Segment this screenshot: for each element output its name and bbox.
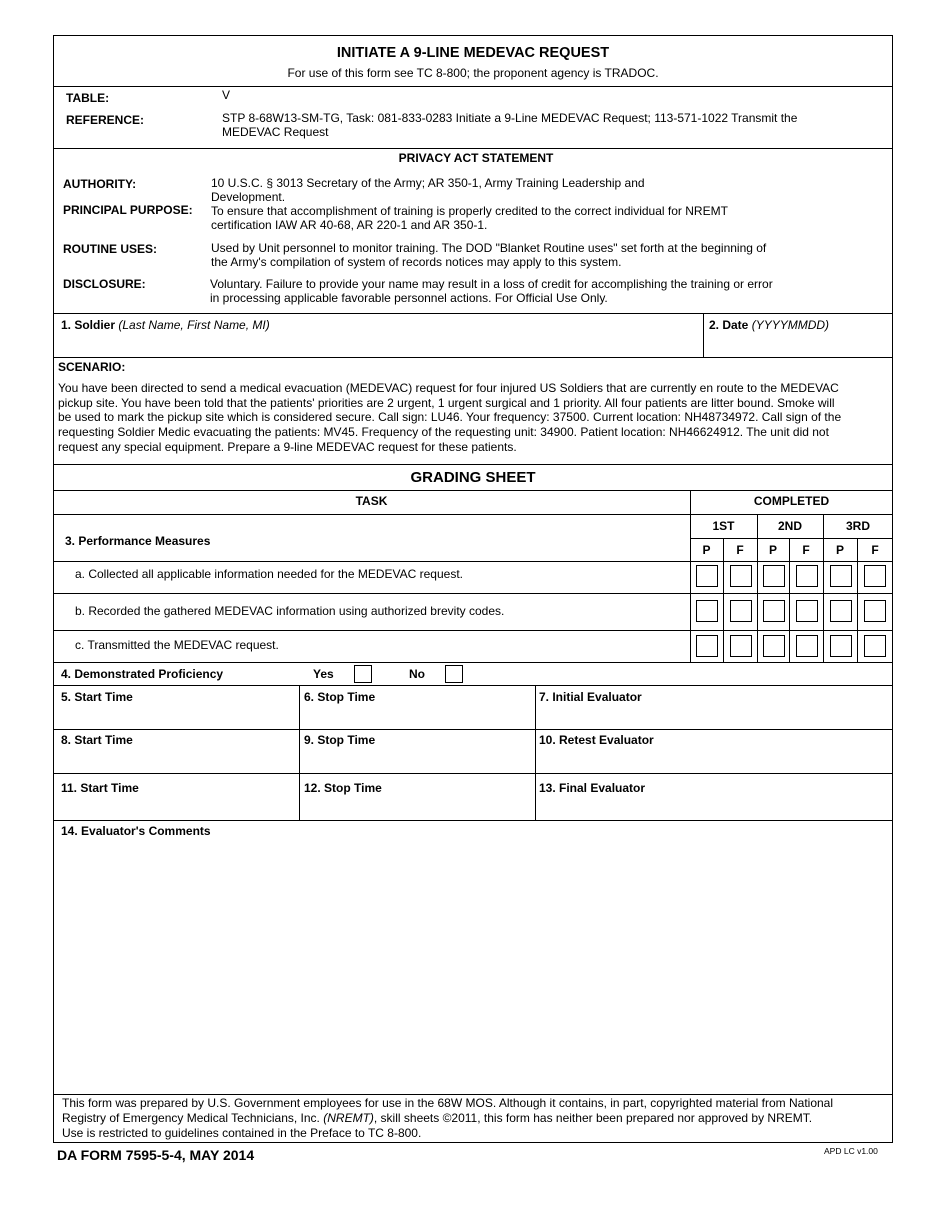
divider	[53, 464, 893, 465]
form-title: INITIATE A 9-LINE MEDEVAC REQUEST	[336, 45, 610, 61]
authority-label: AUTHORITY:	[63, 177, 137, 191]
footer-note-line	[62, 1111, 890, 1126]
stop-time-3-field[interactable]	[302, 797, 532, 818]
table-label: TABLE:	[66, 91, 110, 105]
stop-time-1-field[interactable]	[302, 705, 532, 727]
pass-header: P	[768, 543, 777, 557]
measure-b-1st-pass-checkbox[interactable]	[696, 600, 718, 622]
disclosure-label: DISCLOSURE:	[63, 277, 146, 291]
measure-b: b. Recorded the gathered MEDEVAC information using authorized brevity codes.	[75, 604, 505, 618]
divider	[53, 148, 893, 149]
reference-line: STP 8-68W13-SM-TG, Task: 081-833-0283 Initiate a 9-Line MEDEVAC Request; 113-571-1022 Transmit the	[222, 111, 798, 125]
divider	[53, 490, 893, 491]
authority-text	[211, 176, 645, 204]
completed-header: COMPLETED	[753, 494, 830, 508]
table-value: V	[222, 88, 231, 102]
divider	[53, 630, 893, 631]
divider	[53, 561, 893, 562]
measure-b-3rd-fail-checkbox[interactable]	[864, 600, 886, 622]
divider	[299, 685, 300, 820]
divider	[53, 773, 893, 774]
divider	[53, 729, 893, 730]
start-time-2-field[interactable]	[56, 749, 296, 771]
fail-header: F	[736, 543, 744, 557]
proficiency-no-checkbox[interactable]	[445, 665, 463, 683]
stop-time-2-label: 9. Stop Time	[304, 733, 376, 747]
measure-b-3rd-pass-checkbox[interactable]	[830, 600, 852, 622]
footer-note	[62, 1096, 890, 1141]
measure-c-3rd-pass-checkbox[interactable]	[830, 635, 852, 657]
divider	[823, 514, 824, 662]
fail-header: F	[802, 543, 810, 557]
scenario-text	[58, 381, 890, 455]
measure-c: c. Transmitted the MEDEVAC request.	[75, 638, 279, 652]
measure-b-2nd-fail-checkbox[interactable]	[796, 600, 818, 622]
scenario-line: pickup site. You have been told that the patients' priorities are 2 urgent, 1 urgent surgical and 1 priority. All four patients are litter bound. Smoke will	[58, 395, 835, 410]
measure-a: a. Collected all applicable information needed for the MEDEVAC request.	[75, 567, 463, 581]
attempt-1st: 1ST	[712, 519, 735, 533]
measure-a-2nd-fail-checkbox[interactable]	[796, 565, 818, 587]
initial-evaluator-label: 7. Initial Evaluator	[539, 690, 642, 704]
fail-header: F	[871, 543, 879, 557]
purpose-label: PRINCIPAL PURPOSE:	[63, 203, 193, 217]
no-label: No	[409, 667, 425, 681]
measure-c-2nd-pass-checkbox[interactable]	[763, 635, 785, 657]
scenario-line: requesting Soldier Medic evacuating the patients: MV45. Frequency of the requesting unit: 34900. Patient location: NH46624912. The unit did not	[58, 425, 829, 440]
measure-a-3rd-pass-checkbox[interactable]	[830, 565, 852, 587]
divider	[53, 593, 893, 594]
purpose-line: certification IAW AR 40-68, AR 220-1 and AR 350-1.	[211, 218, 488, 232]
divider	[690, 490, 691, 662]
measure-a-2nd-pass-checkbox[interactable]	[763, 565, 785, 587]
final-evaluator-label: 13. Final Evaluator	[539, 781, 646, 795]
scenario-line: You have been directed to send a medical evacuation (MEDEVAC) request for four injured US Soldiers that are currently en route to the MEDEVAC	[58, 381, 839, 395]
form-version: APD LC v1.00	[824, 1146, 878, 1156]
reference-label: REFERENCE:	[66, 113, 145, 127]
attempt-2nd: 2ND	[777, 519, 802, 533]
soldier-label-text: 1. Soldier	[61, 318, 116, 332]
form-subtitle: For use of this form see TC 8-800; the proponent agency is TRADOC.	[287, 66, 659, 80]
divider	[53, 86, 893, 87]
divider	[53, 685, 893, 686]
routine-line: Used by Unit personnel to monitor training. The DOD "Blanket Routine uses" set forth at the beginning of	[211, 241, 767, 255]
soldier-hint: (Last Name, First Name, MI)	[118, 318, 270, 332]
retest-evaluator-field[interactable]	[538, 749, 890, 771]
date-hint: (YYYYMMDD)	[751, 318, 830, 332]
measure-c-2nd-fail-checkbox[interactable]	[796, 635, 818, 657]
divider	[53, 313, 893, 314]
footer-note-line: Use is restricted to guidelines contained in the Preface to TC 8-800.	[62, 1126, 422, 1140]
divider	[535, 685, 536, 820]
yes-label: Yes	[313, 667, 334, 681]
disclosure-text	[210, 277, 773, 305]
proficiency-yes-checkbox[interactable]	[354, 665, 372, 683]
divider	[690, 538, 893, 539]
start-time-3-field[interactable]	[56, 797, 296, 818]
footer-note-nremt: (NREMT)	[323, 1111, 374, 1125]
start-time-3-label: 11. Start Time	[61, 781, 139, 795]
divider	[53, 1094, 893, 1095]
divider	[53, 662, 893, 663]
date-label	[709, 318, 829, 332]
attempt-3rd: 3RD	[845, 519, 870, 533]
measure-c-1st-fail-checkbox[interactable]	[730, 635, 752, 657]
disclosure-line: Voluntary. Failure to provide your name may result in a loss of credit for accomplishing the training or error	[210, 277, 773, 291]
footer-note-text: , skill sheets ©2011, this form has neither been prepared nor approved by NREMT.	[373, 1111, 813, 1125]
measure-b-1st-fail-checkbox[interactable]	[730, 600, 752, 622]
measure-a-1st-fail-checkbox[interactable]	[730, 565, 752, 587]
soldier-name-field[interactable]	[66, 336, 696, 354]
measure-a-1st-pass-checkbox[interactable]	[696, 565, 718, 587]
disclosure-line: in processing applicable favorable personnel actions. For Official Use Only.	[210, 291, 608, 305]
stop-time-1-label: 6. Stop Time	[304, 690, 376, 704]
retest-evaluator-label: 10. Retest Evaluator	[539, 733, 654, 747]
stop-time-2-field[interactable]	[302, 749, 532, 771]
scenario-line: be used to mark the pickup site which is considered secure. Call sign: LU46. Your frequency: 37500. Current location: NH48734972. Call sign of the	[58, 410, 842, 425]
divider	[757, 514, 758, 662]
scenario-line: request any special equipment. Prepare a 9-line MEDEVAC request for these patients.	[58, 439, 517, 454]
date-field[interactable]	[710, 336, 888, 354]
stop-time-3-label: 12. Stop Time	[304, 781, 382, 795]
routine-label: ROUTINE USES:	[63, 242, 158, 256]
measure-c-3rd-fail-checkbox[interactable]	[864, 635, 886, 657]
performance-measures-label: 3. Performance Measures	[65, 534, 211, 548]
reference-value	[222, 111, 797, 139]
footer-note-line: This form was prepared by U.S. Government employees for use in the 68W MOS. Although it contains, in part, copyrighted material from National	[62, 1096, 834, 1110]
purpose-text	[211, 204, 728, 232]
grading-title: GRADING SHEET	[410, 469, 536, 486]
authority-line: Development.	[211, 190, 286, 204]
comments-label: 14. Evaluator's Comments	[61, 824, 211, 838]
divider	[53, 820, 893, 821]
pass-header: P	[835, 543, 844, 557]
footer-note-text: Registry of Emergency Medical Technicians, Inc.	[62, 1111, 324, 1125]
soldier-label	[61, 318, 270, 332]
routine-line: the Army's compilation of system of records notices may apply to this system.	[211, 255, 622, 269]
measure-a-3rd-fail-checkbox[interactable]	[864, 565, 886, 587]
scenario-label: SCENARIO:	[58, 360, 126, 374]
routine-text	[211, 241, 766, 269]
form-number: DA FORM 7595-5-4, MAY 2014	[57, 1147, 255, 1163]
evaluator-comments-field[interactable]	[58, 842, 888, 1090]
proficiency-label: 4. Demonstrated Proficiency	[61, 667, 224, 681]
start-time-1-field[interactable]	[56, 705, 296, 727]
task-header: TASK	[355, 494, 388, 508]
divider	[53, 514, 893, 515]
measure-c-1st-pass-checkbox[interactable]	[696, 635, 718, 657]
initial-evaluator-field[interactable]	[538, 705, 890, 727]
start-time-2-label: 8. Start Time	[61, 733, 133, 747]
divider	[53, 357, 893, 358]
measure-b-2nd-pass-checkbox[interactable]	[763, 600, 785, 622]
pass-header: P	[702, 543, 711, 557]
divider	[703, 313, 704, 357]
privacy-heading: PRIVACY ACT STATEMENT	[398, 151, 554, 165]
purpose-line: To ensure that accomplishment of training is properly credited to the correct individual for NREMT	[211, 204, 728, 218]
authority-line: 10 U.S.C. § 3013 Secretary of the Army; AR 350-1, Army Training Leadership and	[211, 176, 645, 190]
start-time-1-label: 5. Start Time	[61, 690, 133, 704]
date-label-text: 2. Date	[709, 318, 749, 332]
reference-line: MEDEVAC Request	[222, 125, 329, 139]
final-evaluator-field[interactable]	[538, 797, 890, 818]
